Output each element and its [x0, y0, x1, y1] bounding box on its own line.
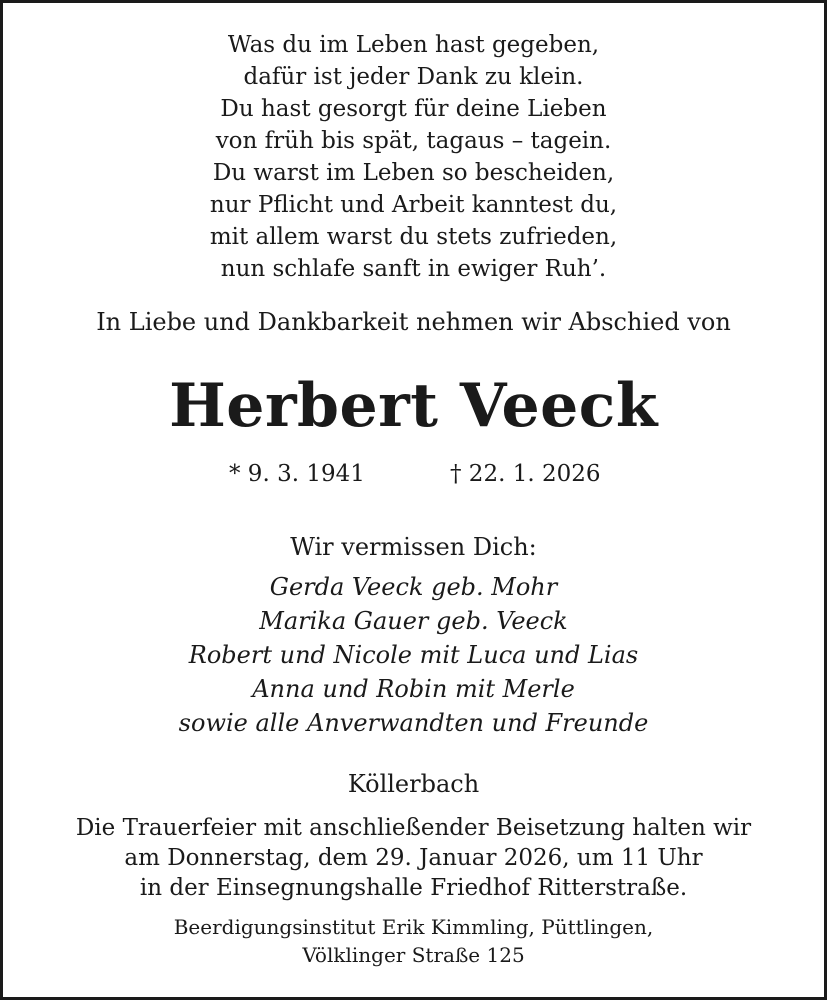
poem-line: Was du im Leben hast gegeben,	[227, 32, 600, 58]
ceremony-line: Die Trauerfeier mit anschließender Beisetzung halten wir	[75, 815, 752, 841]
poem-line: Du hast gesorgt für deine Lieben	[220, 96, 607, 122]
place-name: Köllerbach	[347, 770, 480, 798]
poem-line: nur Pflicht und Arbeit kanntest du,	[209, 192, 618, 218]
poem-line: dafür ist jeder Dank zu klein.	[243, 64, 584, 90]
poem-line: Du warst im Leben so bescheiden,	[212, 160, 615, 186]
deceased-name: Herbert Veeck	[169, 371, 658, 441]
mourner-line: Anna und Robin mit Merle	[252, 675, 575, 703]
miss-heading: Wir vermissen Dich:	[290, 533, 537, 561]
undertaker-line: Völklinger Straße 125	[302, 943, 525, 967]
farewell-intro: In Liebe und Dankbarkeit nehmen wir Abschied von	[96, 308, 731, 336]
undertaker-line: Beerdigungsinstitut Erik Kimmling, Püttlingen,	[173, 915, 654, 939]
ceremony-line: am Donnerstag, dem 29. Januar 2026, um 11 Uhr	[124, 845, 703, 871]
death-date: † 22. 1. 2026	[450, 461, 601, 487]
mourner-line: sowie alle Anverwandten und Freunde	[178, 709, 649, 737]
poem-line: mit allem warst du stets zufrieden,	[209, 224, 618, 250]
birth-date: * 9. 3. 1941	[229, 461, 365, 487]
poem-line: nun schlafe sanft in ewiger Ruh’.	[220, 256, 607, 282]
mourner-line: Robert und Nicole mit Luca und Lias	[188, 641, 639, 669]
mourner-line: Gerda Veeck geb. Mohr	[269, 573, 558, 601]
mourner-line: Marika Gauer geb. Veeck	[259, 607, 568, 635]
poem-line: von früh bis spät, tagaus – tagein.	[215, 128, 612, 154]
ceremony-line: in der Einsegnungshalle Friedhof Ritterstraße.	[139, 875, 688, 901]
